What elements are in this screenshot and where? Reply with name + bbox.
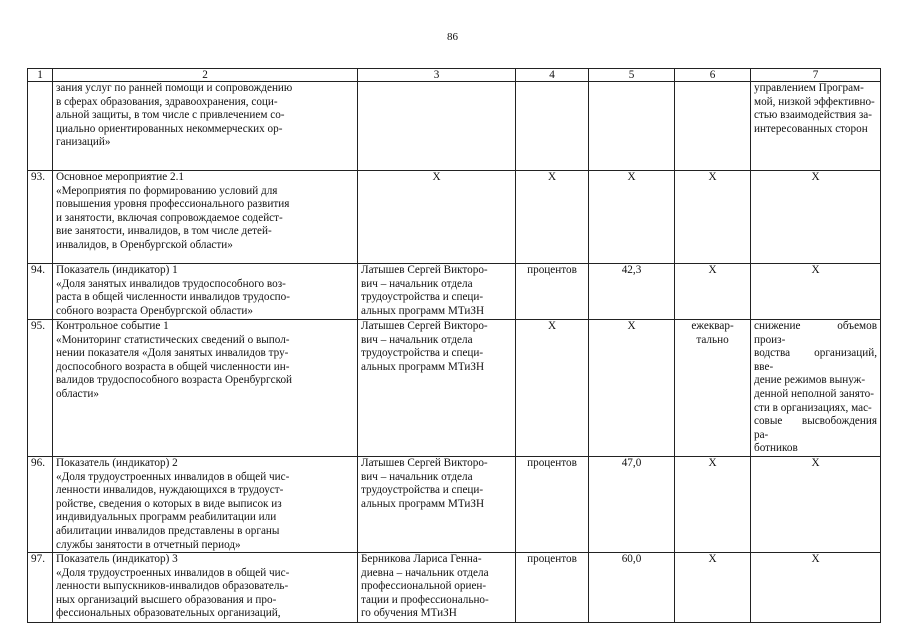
cell-line: инвалидов, в Оренбургской области»	[56, 238, 233, 251]
cell-line: Показатель (индикатор) 2	[56, 456, 178, 469]
cell-line: снижение объемов произ-	[754, 320, 877, 346]
cell-line: ганизаций»	[56, 136, 111, 149]
column-header: 4	[516, 69, 589, 82]
unit-cell	[516, 82, 589, 171]
cell-line: стью взаимодействия за-	[754, 109, 872, 122]
name-cell	[53, 320, 358, 457]
column-header: 7	[751, 69, 881, 82]
value-cell	[589, 82, 675, 171]
period-cell	[675, 553, 751, 623]
name-cell	[53, 171, 358, 264]
column-header: 2	[53, 69, 358, 82]
cell-line: Латышев Сергей Викторо-	[361, 320, 488, 332]
cell-line: X	[708, 171, 717, 183]
cell-line: ройстве, сведения о которых в виде выписок из	[56, 497, 282, 510]
cell-line: альных программ МТиЗН	[361, 360, 485, 373]
value-cell	[589, 320, 675, 457]
value-cell	[589, 553, 675, 623]
cell-line: Показатель (индикатор) 1	[56, 264, 178, 276]
table-row	[28, 264, 881, 320]
cell-line: и занятости, включая сопровождаемое содейст-	[56, 211, 283, 224]
responsible-cell	[358, 320, 516, 457]
period-cell	[675, 320, 751, 457]
cell-line: X	[811, 264, 820, 276]
cell-line: тации и профессионально-	[361, 593, 489, 606]
cell-text: 96.	[31, 456, 45, 469]
cell-line: мой, низкой эффективно-	[754, 95, 875, 108]
table-row	[28, 553, 881, 623]
column-header: 5	[589, 69, 675, 82]
cell-text: 97.	[31, 553, 45, 566]
cell-line: X	[811, 456, 820, 469]
cell-text: процентов	[527, 553, 577, 566]
risk-cell	[751, 553, 881, 623]
cell-line: вич – начальник отдела	[361, 277, 473, 290]
responsible-cell	[358, 456, 516, 552]
cell-line: диевна – начальник отдела	[361, 566, 489, 579]
row-number-cell	[28, 320, 53, 457]
column-header: 1	[28, 69, 53, 82]
risk-cell	[751, 264, 881, 320]
cell-text: 94.	[31, 264, 45, 276]
cell-text: 47,0	[621, 456, 642, 469]
cell-line: профессиональной ориен-	[361, 580, 487, 593]
cell-text: X	[627, 320, 636, 332]
cell-line: области»	[56, 387, 99, 400]
cell-line: ных организаций высшего образования и про-	[56, 593, 277, 606]
cell-line: вие занятости, инвалидов, в том числе детей-	[56, 225, 272, 238]
period-cell	[675, 456, 751, 552]
risk-cell	[751, 456, 881, 552]
cell-line: X	[432, 171, 441, 183]
unit-cell	[516, 553, 589, 623]
cell-line: го обучения МТиЗН	[361, 607, 457, 620]
cell-line: X	[708, 456, 717, 469]
table-row	[28, 82, 881, 171]
cell-line: раста в общей численности инвалидов трудоспо-	[56, 291, 290, 304]
cell-line: X	[708, 264, 717, 276]
table-body	[28, 69, 881, 623]
responsible-cell	[358, 171, 516, 264]
table-row	[28, 456, 881, 552]
row-number-cell	[28, 264, 53, 320]
cell-line: трудоустройства и специ-	[361, 347, 484, 360]
cell-line: вич – начальник отдела	[361, 470, 473, 483]
table-row	[28, 320, 881, 457]
row-number-cell	[28, 171, 53, 264]
cell-line: валидов трудоспособного возраста Оренбургской	[56, 374, 293, 387]
column-header: 3	[358, 69, 516, 82]
cell-text: процентов	[527, 264, 577, 276]
value-cell	[589, 171, 675, 264]
cell-line: службы занятости в отчетный период»	[56, 538, 241, 551]
cell-line: X	[811, 171, 820, 183]
cell-text: X	[547, 171, 557, 183]
row-number-cell	[28, 456, 53, 552]
cell-text: 60,0	[621, 553, 642, 566]
cell-line: ботников	[754, 442, 798, 455]
cell-line: денной неполной занято-	[754, 387, 874, 400]
cell-line: индивидуальных программ реабилитации или	[56, 511, 277, 524]
value-cell	[589, 264, 675, 320]
cell-line: абилитации инвалидов представлены в органы	[56, 524, 280, 537]
cell-line: «Доля занятых инвалидов трудоспособного воз-	[56, 277, 286, 290]
cell-line: альных программ МТиЗН	[361, 497, 485, 510]
cell-line: водства организаций, вве-	[754, 347, 877, 373]
cell-line: трудоустройства и специ-	[361, 291, 484, 304]
cell-line: интересованных сторон	[754, 122, 868, 135]
value-cell	[589, 456, 675, 552]
unit-cell	[516, 320, 589, 457]
row-number-cell	[28, 82, 53, 171]
cell-line: Показатель (индикатор) 3	[56, 553, 178, 566]
risk-cell	[751, 171, 881, 264]
cell-line: циально ориентированных некоммерческих ор-	[56, 122, 283, 135]
cell-line: Латышев Сергей Викторо-	[361, 264, 488, 276]
row-number-cell	[28, 553, 53, 623]
cell-line: нении показателя «Доля занятых инвалидов тру-	[56, 347, 289, 360]
header-row	[28, 69, 881, 82]
name-cell	[53, 264, 358, 320]
cell-line: «Доля трудоустроенных инвалидов в общей чис-	[56, 470, 290, 483]
name-cell	[53, 456, 358, 552]
name-cell	[53, 82, 358, 171]
cell-line: альных программ МТиЗН	[361, 304, 485, 317]
cell-line: собного возраста Оренбургской области»	[56, 304, 253, 317]
unit-cell	[516, 264, 589, 320]
cell-line: X	[708, 553, 717, 566]
cell-line: альной защиты, в том числе с привлечением со-	[56, 109, 285, 122]
responsible-cell	[358, 264, 516, 320]
responsible-cell	[358, 553, 516, 623]
unit-cell	[516, 171, 589, 264]
cell-line: трудоустройства и специ-	[361, 484, 484, 497]
cell-line: дение режимов вынуж-	[754, 374, 866, 387]
cell-line: тально	[696, 333, 729, 346]
period-cell	[675, 264, 751, 320]
cell-line: доспособного возраста в общей численности ин-	[56, 360, 290, 373]
cell-line: фессиональных образовательных организаций,	[56, 607, 281, 620]
cell-line: зания услуг по ранней помощи и сопровождению	[56, 82, 293, 94]
cell-line: «Мероприятия по формированию условий для	[56, 184, 278, 197]
period-cell	[675, 82, 751, 171]
responsible-cell	[358, 82, 516, 171]
cell-line: Контрольное событие 1	[56, 320, 169, 332]
cell-line: Латышев Сергей Викторо-	[361, 456, 488, 469]
cell-line: вич – начальник отдела	[361, 333, 473, 346]
cell-line: «Доля трудоустроенных инвалидов в общей чис-	[56, 566, 290, 579]
unit-cell	[516, 456, 589, 552]
cell-line: Основное мероприятие 2.1	[56, 171, 184, 183]
cell-line: Берникова Лариса Генна-	[361, 553, 482, 566]
table-row	[28, 171, 881, 264]
name-cell	[53, 553, 358, 623]
cell-line: совые высвобождения ра-	[754, 415, 877, 441]
cell-text: 42,3	[621, 264, 642, 276]
cell-text: процентов	[527, 456, 577, 469]
cell-line: X	[811, 553, 820, 566]
cell-line: ежеквар-	[691, 320, 734, 332]
cell-line: «Мониторинг статистических сведений о выпол-	[56, 333, 290, 346]
cell-line: в сферах образования, здравоохранения, соци-	[56, 95, 278, 108]
cell-line: управлением Програм-	[754, 82, 864, 94]
page-number: 86	[447, 31, 458, 43]
cell-text: X	[547, 320, 557, 332]
cell-line: ленности выпускников-инвалидов образователь-	[56, 580, 289, 593]
risk-cell	[751, 320, 881, 457]
cell-text: X	[627, 171, 636, 183]
cell-text: 93.	[31, 171, 45, 183]
cell-line: повышения уровня профессионального развития	[56, 198, 290, 211]
risk-cell	[751, 82, 881, 171]
column-header: 6	[675, 69, 751, 82]
cell-line: ленности инвалидов, нуждающихся в трудоуст-	[56, 484, 284, 497]
period-cell	[675, 171, 751, 264]
cell-line: сти в организациях, мас-	[754, 401, 872, 414]
plan-table	[27, 68, 881, 623]
cell-text: 95.	[31, 320, 45, 332]
